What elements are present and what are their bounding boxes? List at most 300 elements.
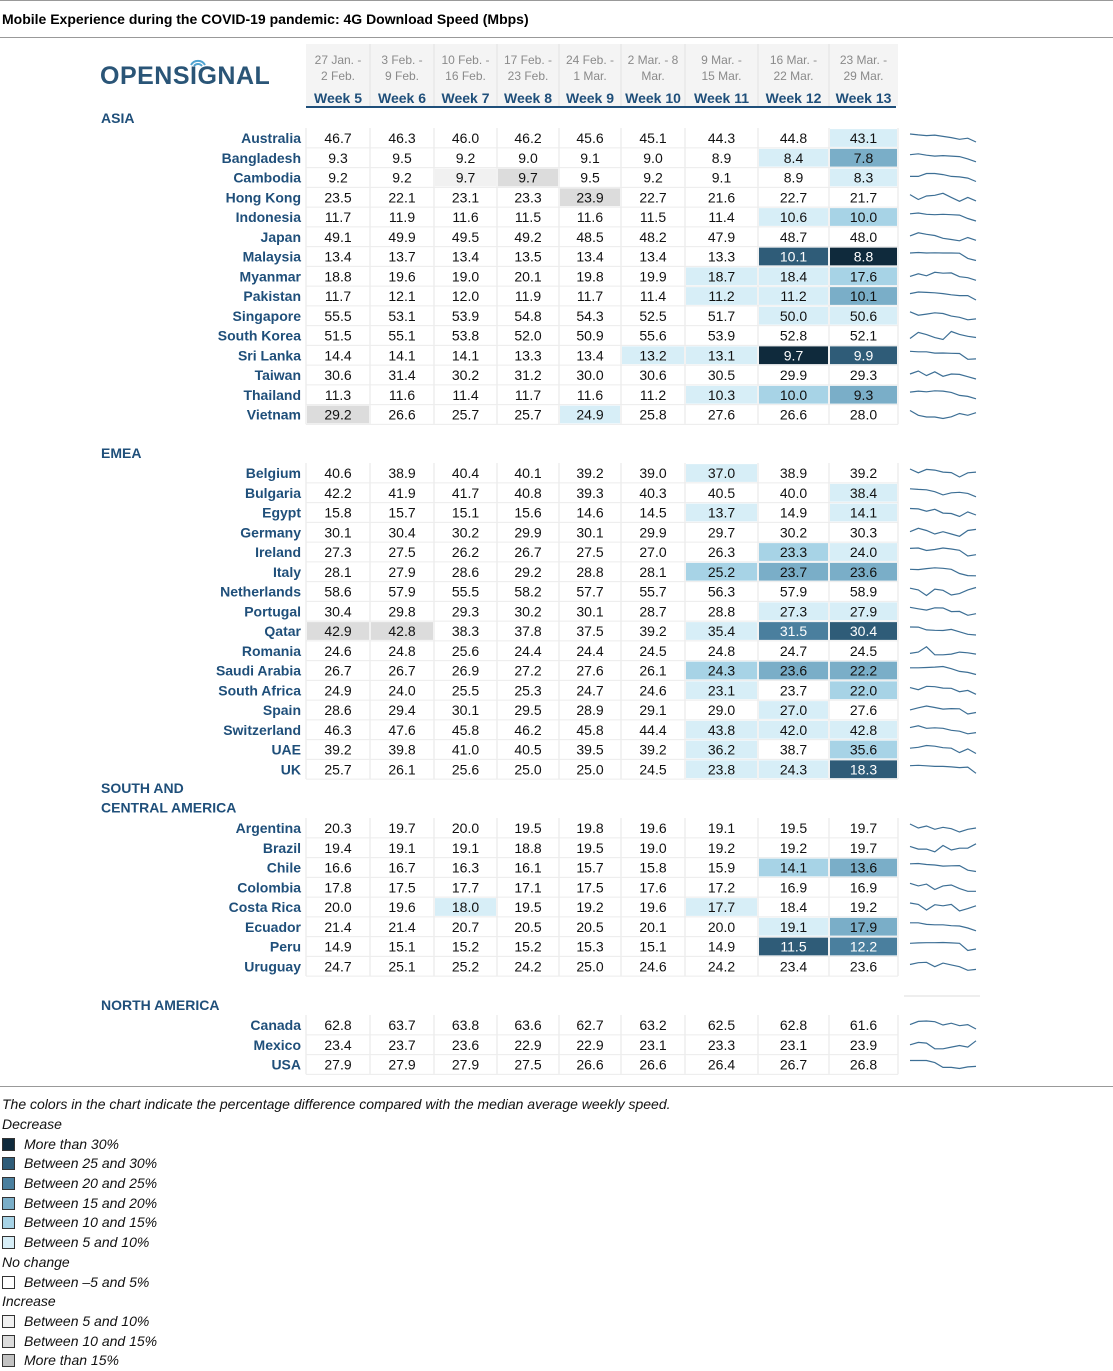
legend-label: More than 15% xyxy=(24,1352,119,1369)
value-cell: 23.8 xyxy=(707,761,736,778)
value-cell: 23.1 xyxy=(707,682,736,699)
value-cell: 53.9 xyxy=(451,307,480,324)
value-cell: 22.7 xyxy=(779,189,808,206)
value-cell: 48.0 xyxy=(849,228,878,245)
value-cell: 19.5 xyxy=(514,899,542,915)
value-cell: 27.3 xyxy=(779,603,808,620)
value-cell: 11.6 xyxy=(452,209,479,225)
country-label: USA xyxy=(271,1056,301,1073)
value-cell: 26.6 xyxy=(639,1056,667,1073)
column-date-end: 15 Mar. xyxy=(701,69,742,83)
sparkline xyxy=(910,292,976,300)
country-label: Romania xyxy=(241,642,301,659)
value-cell: 10.6 xyxy=(779,209,808,225)
value-cell: 18.7 xyxy=(707,268,736,285)
value-cell: 27.5 xyxy=(576,544,604,560)
value-cell: 13.1 xyxy=(707,347,736,364)
title-bar xyxy=(0,0,1113,38)
value-cell: 19.5 xyxy=(576,839,604,856)
value-cell: 47.9 xyxy=(707,228,736,245)
value-cell: 28.6 xyxy=(324,702,352,718)
value-cell: 49.9 xyxy=(388,228,416,245)
value-cell: 30.2 xyxy=(451,367,480,383)
value-cell: 19.0 xyxy=(451,268,480,285)
sparkline xyxy=(910,351,976,359)
sparkline xyxy=(910,509,976,517)
value-cell: 16.9 xyxy=(779,879,808,896)
value-cell: 41.7 xyxy=(451,484,480,501)
value-cell: 19.5 xyxy=(514,820,542,836)
value-cell: 42.0 xyxy=(779,721,808,738)
country-label: South Korea xyxy=(217,327,301,344)
value-cell: 53.8 xyxy=(451,327,480,344)
value-cell: 20.0 xyxy=(451,820,480,836)
country-label: Ireland xyxy=(255,544,301,560)
value-cell: 22.7 xyxy=(639,189,667,206)
value-cell: 22.9 xyxy=(514,1036,542,1053)
value-cell: 15.1 xyxy=(451,504,480,521)
value-cell: 50.6 xyxy=(849,307,878,324)
value-cell: 8.3 xyxy=(853,169,874,186)
legend-list xyxy=(0,1115,1113,1371)
value-cell: 23.1 xyxy=(451,189,480,206)
value-cell: 18.4 xyxy=(779,268,808,285)
value-cell: 24.7 xyxy=(779,642,808,659)
country-label: Myanmar xyxy=(239,268,301,285)
value-cell: 53.9 xyxy=(707,327,736,344)
legend-label: Between 10 and 15% xyxy=(24,1332,158,1349)
value-cell: 9.7 xyxy=(783,347,804,364)
value-cell: 46.2 xyxy=(514,721,542,738)
value-cell: 20.7 xyxy=(451,918,480,935)
value-cell: 24.5 xyxy=(849,642,878,659)
value-cell: 24.7 xyxy=(576,682,604,699)
value-cell: 21.7 xyxy=(849,189,878,206)
value-cell: 29.2 xyxy=(514,563,542,580)
sparkline xyxy=(910,726,976,734)
value-cell: 10.0 xyxy=(779,386,808,403)
value-cell: 18.3 xyxy=(849,761,878,778)
value-cell: 26.6 xyxy=(779,406,808,423)
value-cell: 22.2 xyxy=(849,662,878,679)
value-cell: 40.8 xyxy=(514,484,542,501)
value-cell: 23.7 xyxy=(779,563,808,580)
value-cell: 8.9 xyxy=(711,149,732,166)
legend-item xyxy=(2,1272,1113,1292)
value-cell: 11.7 xyxy=(324,209,352,225)
region-label: NORTH AMERICA xyxy=(101,997,220,1013)
value-cell: 17.5 xyxy=(576,879,604,896)
value-cell: 21.6 xyxy=(707,189,736,206)
value-cell: 17.2 xyxy=(707,879,736,896)
value-cell: 24.6 xyxy=(639,682,667,699)
legend-label: Increase xyxy=(2,1293,56,1310)
value-cell: 40.5 xyxy=(707,484,736,501)
sparkline xyxy=(910,154,976,162)
sparkline xyxy=(910,588,976,596)
sparkline xyxy=(910,923,976,931)
value-cell: 23.9 xyxy=(849,1036,878,1053)
value-cell: 19.4 xyxy=(324,839,352,856)
value-cell: 17.6 xyxy=(849,268,878,285)
sparkline xyxy=(910,193,976,201)
sparkline xyxy=(910,469,976,477)
value-cell: 58.2 xyxy=(514,583,542,600)
country-label: Ecuador xyxy=(244,918,301,935)
value-cell: 13.6 xyxy=(849,859,878,876)
legend-swatch xyxy=(2,1138,15,1151)
value-cell: 25.8 xyxy=(639,406,667,423)
value-cell: 15.6 xyxy=(514,504,542,521)
value-cell: 51.5 xyxy=(324,327,352,344)
value-cell: 20.1 xyxy=(639,918,667,935)
value-cell: 25.6 xyxy=(451,642,480,659)
legend-group-heading xyxy=(2,1292,1113,1312)
value-cell: 11.6 xyxy=(388,386,416,403)
value-cell: 9.2 xyxy=(392,169,412,186)
value-cell: 19.9 xyxy=(639,268,667,285)
sparkline xyxy=(910,528,976,536)
value-cell: 28.0 xyxy=(849,406,878,423)
sparkline xyxy=(910,765,976,773)
value-cell: 53.1 xyxy=(388,307,416,324)
value-cell: 15.8 xyxy=(324,504,352,521)
value-cell: 42.9 xyxy=(324,623,352,639)
sparkline xyxy=(910,1061,976,1069)
value-cell: 38.4 xyxy=(849,484,878,501)
value-cell: 43.8 xyxy=(707,721,736,738)
legend-label: No change xyxy=(2,1253,70,1270)
column-date-start: 16 Mar. - xyxy=(769,53,818,67)
sparkline xyxy=(910,883,976,891)
value-cell: 16.9 xyxy=(849,879,878,896)
value-cell: 27.9 xyxy=(324,1056,352,1073)
legend-item xyxy=(2,1331,1113,1351)
value-cell: 39.2 xyxy=(639,741,667,758)
value-cell: 23.4 xyxy=(324,1036,352,1053)
value-cell: 23.3 xyxy=(514,189,542,206)
sparkline xyxy=(910,903,976,911)
value-cell: 19.8 xyxy=(576,820,604,836)
country-label: Spain xyxy=(262,702,301,718)
value-cell: 14.9 xyxy=(707,938,736,955)
country-label: Bangladesh xyxy=(221,149,301,166)
value-cell: 20.0 xyxy=(324,899,352,915)
value-cell: 30.5 xyxy=(707,367,736,383)
value-cell: 19.6 xyxy=(388,899,416,915)
value-cell: 19.2 xyxy=(849,899,878,915)
value-cell: 13.2 xyxy=(639,347,667,364)
value-cell: 61.6 xyxy=(849,1017,878,1033)
value-cell: 19.5 xyxy=(779,820,808,836)
value-cell: 26.7 xyxy=(779,1056,808,1073)
value-cell: 13.3 xyxy=(514,347,542,364)
value-cell: 19.1 xyxy=(388,839,416,856)
value-cell: 23.6 xyxy=(451,1036,480,1053)
legend-label: Decrease xyxy=(2,1116,62,1133)
value-cell: 15.2 xyxy=(451,938,480,955)
value-cell: 17.6 xyxy=(639,879,667,896)
legend-swatch xyxy=(2,1276,15,1289)
legend-label: More than 30% xyxy=(24,1135,119,1152)
value-cell: 19.7 xyxy=(849,820,878,836)
sparkline xyxy=(910,272,976,280)
value-cell: 50.0 xyxy=(779,307,808,324)
value-cell: 29.4 xyxy=(388,702,416,718)
value-cell: 41.9 xyxy=(388,484,416,501)
value-cell: 38.3 xyxy=(451,623,480,639)
value-cell: 29.3 xyxy=(849,367,878,383)
value-cell: 8.4 xyxy=(783,149,804,166)
value-cell: 14.5 xyxy=(639,504,667,521)
value-cell: 18.4 xyxy=(779,899,808,915)
legend-item xyxy=(2,1233,1113,1253)
column-date-start: 9 Mar. - xyxy=(701,53,742,67)
legend-item xyxy=(2,1193,1113,1213)
sparkline xyxy=(910,824,976,832)
legend-note: The colors in the chart indicate the percentage difference compared with the median average weekly speed. xyxy=(2,1096,671,1112)
sparkline xyxy=(910,332,976,340)
value-cell: 13.4 xyxy=(576,248,604,265)
country-label: Italy xyxy=(272,563,301,580)
value-cell: 46.3 xyxy=(388,130,416,146)
value-cell: 19.1 xyxy=(451,839,480,856)
column-date-end: 1 Mar. xyxy=(573,69,607,83)
legend-label: Between –5 and 5% xyxy=(24,1273,150,1290)
value-cell: 63.2 xyxy=(639,1017,667,1033)
value-cell: 25.7 xyxy=(514,406,542,423)
sparkline xyxy=(910,174,976,182)
value-cell: 11.6 xyxy=(576,209,604,225)
value-cell: 30.4 xyxy=(849,623,878,639)
value-cell: 27.9 xyxy=(451,1056,480,1073)
legend-swatch xyxy=(2,1354,15,1367)
value-cell: 27.3 xyxy=(324,544,352,560)
legend-label: Between 15 and 20% xyxy=(24,1194,158,1211)
value-cell: 19.7 xyxy=(849,839,878,856)
country-label: Argentina xyxy=(235,820,301,836)
value-cell: 25.2 xyxy=(707,563,736,580)
value-cell: 45.6 xyxy=(576,130,604,146)
value-cell: 12.2 xyxy=(849,938,878,955)
sparkline xyxy=(910,706,976,714)
value-cell: 30.4 xyxy=(324,603,352,620)
value-cell: 29.3 xyxy=(451,603,480,620)
column-week-label: Week 13 xyxy=(835,90,892,106)
value-cell: 8.8 xyxy=(853,248,874,265)
value-cell: 13.5 xyxy=(514,248,542,265)
value-cell: 24.9 xyxy=(576,406,604,423)
sparkline xyxy=(910,568,976,576)
value-cell: 9.7 xyxy=(455,169,476,186)
value-cell: 24.9 xyxy=(324,682,352,699)
value-cell: 24.7 xyxy=(324,958,352,975)
region-label: EMEA xyxy=(101,445,142,461)
value-cell: 25.6 xyxy=(451,761,480,778)
value-cell: 39.2 xyxy=(849,465,878,481)
country-label: Singapore xyxy=(232,307,301,324)
value-cell: 20.5 xyxy=(514,918,542,935)
value-cell: 12.0 xyxy=(451,288,480,304)
value-cell: 11.6 xyxy=(576,386,604,403)
value-cell: 11.4 xyxy=(452,386,479,403)
column-week-label: Week 10 xyxy=(625,90,681,106)
column-date-start: 10 Feb. - xyxy=(441,53,490,67)
country-label: Qatar xyxy=(264,623,301,639)
value-cell: 26.3 xyxy=(707,544,736,560)
value-cell: 13.4 xyxy=(576,347,604,364)
value-cell: 19.6 xyxy=(388,268,416,285)
country-label: Uruguay xyxy=(244,958,301,975)
value-cell: 26.2 xyxy=(451,544,480,560)
value-cell: 27.9 xyxy=(388,563,416,580)
value-cell: 11.5 xyxy=(639,209,667,225)
value-cell: 15.1 xyxy=(388,938,416,955)
country-label: Indonesia xyxy=(235,209,301,225)
value-cell: 52.5 xyxy=(639,307,667,324)
value-cell: 49.5 xyxy=(451,228,480,245)
value-cell: 39.8 xyxy=(388,741,416,758)
value-cell: 9.3 xyxy=(853,386,874,403)
value-cell: 13.4 xyxy=(451,248,480,265)
value-cell: 46.0 xyxy=(451,130,480,146)
value-cell: 30.1 xyxy=(576,603,604,620)
value-cell: 15.9 xyxy=(707,859,736,876)
value-cell: 43.1 xyxy=(849,130,878,146)
value-cell: 36.2 xyxy=(707,741,736,758)
legend-swatch xyxy=(2,1157,15,1170)
value-cell: 42.8 xyxy=(849,721,878,738)
value-cell: 40.3 xyxy=(639,484,667,501)
value-cell: 54.8 xyxy=(514,307,542,324)
value-cell: 25.7 xyxy=(324,761,352,778)
column-date-end: 22 Mar. xyxy=(773,69,814,83)
sparkline xyxy=(910,1021,976,1029)
value-cell: 13.4 xyxy=(324,248,352,265)
value-cell: 29.9 xyxy=(639,524,667,541)
value-cell: 14.4 xyxy=(324,347,352,364)
value-cell: 57.9 xyxy=(779,583,808,600)
value-cell: 37.0 xyxy=(707,465,736,481)
value-cell: 62.8 xyxy=(779,1017,808,1033)
value-cell: 26.6 xyxy=(576,1056,604,1073)
value-cell: 47.6 xyxy=(388,721,416,738)
value-cell: 11.2 xyxy=(708,288,735,304)
value-cell: 16.6 xyxy=(324,859,352,876)
country-label: Peru xyxy=(269,938,301,955)
value-cell: 26.6 xyxy=(388,406,416,423)
country-label: Malaysia xyxy=(242,248,301,265)
legend-swatch xyxy=(2,1216,15,1229)
value-cell: 26.7 xyxy=(514,544,542,560)
country-label: Netherlands xyxy=(220,583,301,600)
value-cell: 30.4 xyxy=(388,524,416,541)
legend-swatch xyxy=(2,1335,15,1348)
value-cell: 40.0 xyxy=(779,484,808,501)
value-cell: 39.3 xyxy=(576,484,604,501)
value-cell: 23.6 xyxy=(779,662,808,679)
value-cell: 24.5 xyxy=(639,761,667,778)
value-cell: 22.9 xyxy=(576,1036,604,1053)
value-cell: 23.1 xyxy=(779,1036,808,1053)
value-cell: 46.7 xyxy=(324,130,352,146)
value-cell: 20.3 xyxy=(324,820,352,836)
value-cell: 24.5 xyxy=(639,642,667,659)
value-cell: 28.8 xyxy=(576,563,604,580)
value-cell: 27.6 xyxy=(849,702,878,718)
value-cell: 28.9 xyxy=(576,702,604,718)
value-cell: 57.9 xyxy=(388,583,416,600)
legend-label: Between 5 and 10% xyxy=(24,1312,150,1329)
legend-label: Between 25 and 30% xyxy=(24,1155,158,1172)
column-date-start: 3 Feb. - xyxy=(381,53,423,67)
chart-title: Mobile Experience during the COVID-19 pandemic: 4G Download Speed (Mbps) xyxy=(2,11,529,27)
value-cell: 23.9 xyxy=(576,189,604,206)
value-cell: 9.5 xyxy=(580,169,600,186)
value-cell: 24.4 xyxy=(514,642,542,659)
value-cell: 55.7 xyxy=(639,583,667,600)
country-label: UK xyxy=(280,761,301,778)
sparkline xyxy=(910,391,976,399)
value-cell: 9.1 xyxy=(580,149,600,166)
column-date-start: 27 Jan. - xyxy=(314,53,362,67)
value-cell: 55.6 xyxy=(639,327,667,344)
value-cell: 40.6 xyxy=(324,465,352,481)
value-cell: 23.5 xyxy=(324,189,352,206)
value-cell: 16.7 xyxy=(388,859,416,876)
value-cell: 17.5 xyxy=(388,879,416,896)
value-cell: 58.6 xyxy=(324,583,352,600)
value-cell: 9.7 xyxy=(518,169,538,186)
value-cell: 62.7 xyxy=(576,1017,604,1033)
value-cell: 35.6 xyxy=(849,741,878,758)
value-cell: 63.7 xyxy=(388,1017,416,1033)
value-cell: 46.2 xyxy=(514,130,542,146)
value-cell: 13.4 xyxy=(639,248,667,265)
value-cell: 9.9 xyxy=(853,347,874,364)
value-cell: 24.6 xyxy=(639,958,667,975)
value-cell: 22.0 xyxy=(849,682,878,699)
value-cell: 19.2 xyxy=(707,839,736,856)
value-cell: 14.9 xyxy=(779,504,808,521)
value-cell: 25.2 xyxy=(451,958,480,975)
value-cell: 55.5 xyxy=(451,583,480,600)
value-cell: 39.2 xyxy=(324,741,352,758)
value-cell: 10.1 xyxy=(849,288,878,304)
value-cell: 26.1 xyxy=(388,761,416,778)
value-cell: 31.5 xyxy=(779,623,808,639)
column-date-start: 23 Mar. - xyxy=(839,53,888,67)
country-label: Pakistan xyxy=(243,288,301,304)
value-cell: 44.8 xyxy=(779,130,808,146)
value-cell: 19.7 xyxy=(388,820,416,836)
value-cell: 28.8 xyxy=(707,603,736,620)
value-cell: 11.3 xyxy=(324,386,352,403)
value-cell: 18.8 xyxy=(514,839,542,856)
value-cell: 11.4 xyxy=(708,209,735,225)
column-week-label: Week 5 xyxy=(314,90,362,106)
value-cell: 8.9 xyxy=(783,169,804,186)
value-cell: 17.9 xyxy=(849,918,878,935)
value-cell: 44.3 xyxy=(707,130,736,146)
value-cell: 25.0 xyxy=(576,761,604,778)
value-cell: 25.3 xyxy=(514,682,542,699)
value-cell: 12.1 xyxy=(388,288,416,304)
value-cell: 25.7 xyxy=(451,406,480,423)
value-cell: 23.6 xyxy=(849,563,878,580)
value-cell: 48.5 xyxy=(576,228,604,245)
country-label: Belgium xyxy=(245,465,301,481)
